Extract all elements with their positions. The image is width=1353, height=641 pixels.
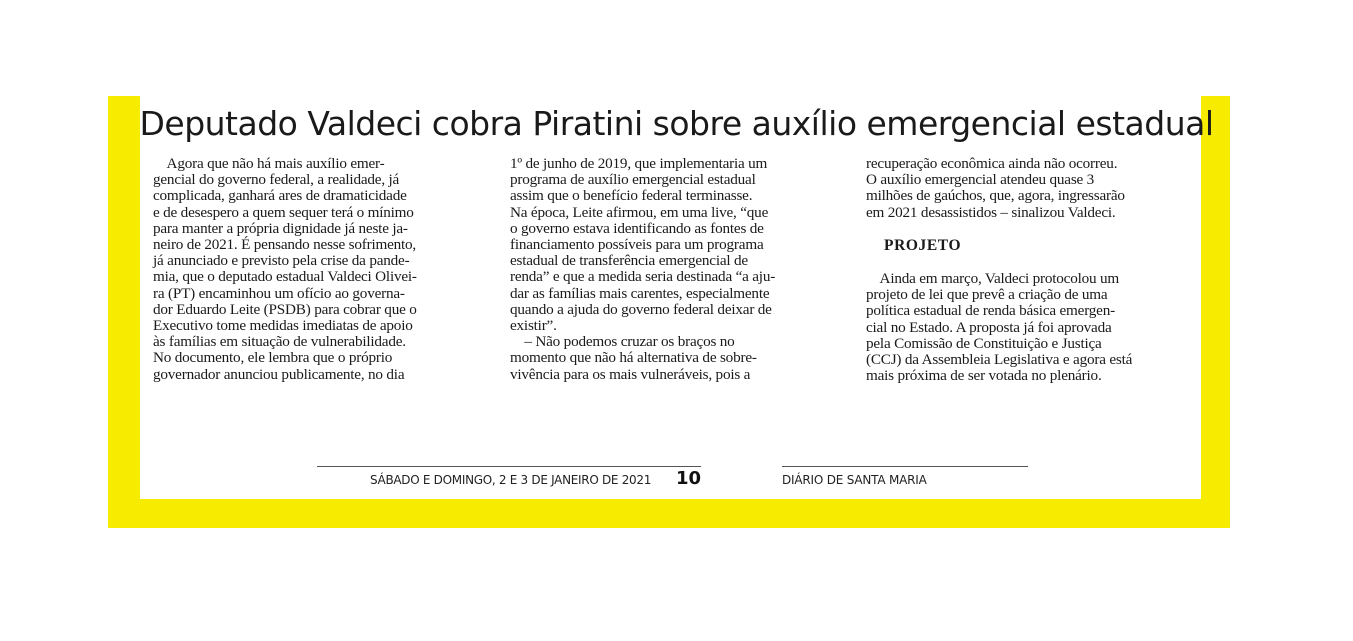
text-line: vivência para os mais vulneráveis, pois a	[510, 365, 751, 383]
text-line: Executivo tome medidas imediatas de apoio	[153, 317, 413, 335]
text-line: dor Eduardo Leite (PSDB) para cobrar que o	[153, 300, 417, 318]
text-line: ra (PT) encaminhou um ofício ao governa-	[153, 284, 405, 302]
text-line: No documento, ele lembra que o próprio	[153, 349, 393, 367]
text-line: política estadual de renda básica emergen-	[866, 302, 1115, 320]
text-line: Ainda em março, Valdeci protocolou um	[866, 270, 1120, 288]
text-line: financiamento possíveis para um programa	[510, 236, 764, 254]
text-line: para manter a própria dignidade já neste ja-	[153, 219, 408, 237]
text-line: renda” e que a medida seria destinada “a aju-	[510, 268, 776, 286]
text-line: cial no Estado. A proposta já foi aprovada	[866, 318, 1112, 336]
text-line: momento que não há alternativa de sobre-	[510, 349, 757, 367]
article-headline: Deputado Valdeci cobra Piratini sobre auxílio emergencial estadual	[139, 104, 1214, 143]
text-line: 1º de junho de 2019, que implementaria um	[510, 155, 768, 172]
text-line: programa de auxílio emergencial estadual	[510, 171, 756, 189]
text-line: O auxílio emergencial atendeu quase 3	[866, 171, 1095, 189]
text-line: às famílias em situação de vulnerabilidade.	[153, 333, 406, 351]
text-line: já anunciado e previsto pela crise da pande-	[153, 252, 410, 270]
text-line: existir”.	[510, 317, 557, 335]
text-line: dar as famílias mais carentes, especialmente	[510, 284, 770, 302]
text-line: quando a ajuda do governo federal deixar de	[510, 300, 772, 318]
text-line: projeto de lei que prevê a criação de uma	[866, 286, 1108, 304]
newspaper-name: DIÁRIO DE SANTA MARIA	[782, 473, 927, 487]
text-line: recuperação econômica ainda não ocorreu.	[866, 155, 1118, 172]
text-line: milhões de gaúchos, que, agora, ingressarão	[866, 187, 1125, 205]
section-subhead: PROJETO	[884, 236, 962, 254]
text-line: governador anunciou publicamente, no dia	[153, 365, 405, 383]
text-line: gencial do governo federal, a realidade, já	[153, 171, 400, 189]
footer-rule-right	[782, 466, 1028, 467]
text-line: mais próxima de ser votada no plenário.	[866, 367, 1102, 385]
column-3-bottom-text	[866, 271, 1190, 384]
page-number: 10	[676, 468, 702, 489]
article-column-2	[510, 156, 834, 383]
text-line: mia, que o deputado estadual Valdeci Olivei-	[153, 268, 417, 286]
text-line: estadual de transferência emergencial de	[510, 252, 748, 270]
article-column-3	[866, 156, 1190, 384]
footer-rule-left	[317, 466, 701, 467]
text-line: assim que o benefício federal terminasse.	[510, 187, 753, 205]
text-line: (CCJ) da Assembleia Legislativa e agora está	[866, 351, 1133, 369]
footer-date: SÁBADO E DOMINGO, 2 E 3 DE JANEIRO DE 2021	[370, 473, 652, 487]
text-line: em 2021 desassistidos – sinalizou Valdeci.	[866, 203, 1116, 221]
text-line: e de desespero a quem sequer terá o mínimo	[153, 203, 414, 221]
column-3-top-text	[866, 156, 1190, 221]
text-line: neiro de 2021. É pensando nesse sofrimento,	[153, 236, 417, 254]
text-line: o governo estava identificando as fontes de	[510, 219, 764, 237]
article-column-1	[153, 156, 477, 383]
text-line: pela Comissão de Constituição e Justiça	[866, 334, 1102, 352]
text-line: – Não podemos cruzar os braços no	[510, 333, 735, 351]
text-line: Agora que não há mais auxílio emer-	[153, 155, 385, 172]
text-line: Na época, Leite afirmou, em uma live, “que	[510, 203, 769, 221]
text-line: complicada, ganhará ares de dramaticidade	[153, 187, 407, 205]
